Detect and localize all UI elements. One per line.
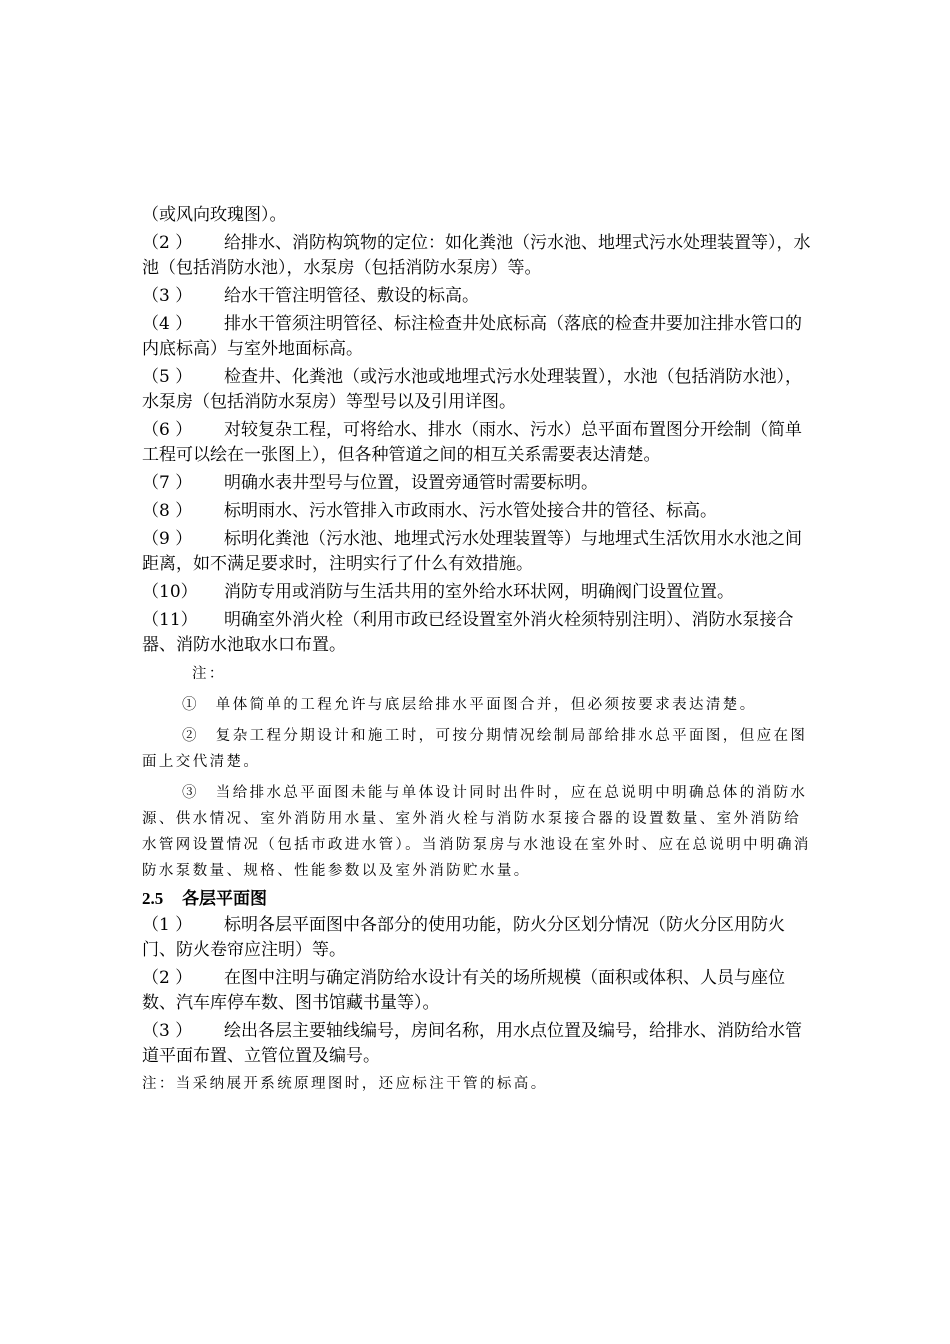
- document-body: [142, 203, 814, 1097]
- item-number: （3 ）: [142, 286, 193, 306]
- section-note: 注：当采纳展开系统原理图时，还应标注干管的标高。: [142, 1076, 548, 1092]
- list-item: [142, 365, 814, 415]
- item-number: （3 ）: [142, 1021, 193, 1041]
- note-item: ① 单体简单的工程允许与底层给排水平面图合并，但必须按要求表达清楚。: [182, 697, 757, 713]
- item-number: （11）: [142, 610, 198, 630]
- item-text: 排水干管须注明管径、标注检查井处底标高（落底的检查井要加注排水管口的内底标高）与室外地面标高。: [142, 314, 802, 359]
- list-item: [142, 499, 814, 524]
- list-item: [142, 418, 814, 468]
- section-number: 2.5: [142, 889, 164, 908]
- item-number: （2 ）: [142, 233, 193, 253]
- item-number: （7 ）: [142, 473, 193, 493]
- list-item: [142, 527, 814, 577]
- section-heading: [142, 886, 814, 911]
- item-number: （10）: [142, 582, 198, 602]
- list-item: [142, 608, 814, 658]
- item-text: 明确水表井型号与位置，设置旁通管时需要标明。: [224, 473, 598, 493]
- item-text: 给水干管注明管径、敷设的标高。: [224, 286, 479, 306]
- item-text: 在图中注明与确定消防给水设计有关的场所规模（面积或体积、人员与座位数、汽车库停车数、图书馆藏书量等）。: [142, 968, 785, 1013]
- item-text: 标明化粪池（污水池、地埋式污水处理装置等）与地埋式生活饮用水水池之间距离，如不满足要求时，注明实行了什么有效措施。: [142, 529, 802, 574]
- general-plan-items: [142, 231, 814, 658]
- item-text: 消防专用或消防与生活共用的室外给水环状网，明确阀门设置位置。: [224, 582, 734, 602]
- floor-plan-items: [142, 913, 814, 1069]
- item-text: 检查井、化粪池（或污水池或地埋式污水处理装置），水池（包括消防水池），水泵房（包括消防水泵房）等型号以及引用详图。: [142, 367, 802, 412]
- notes-block: [142, 661, 814, 884]
- list-item: [142, 1019, 814, 1069]
- list-item: [142, 284, 814, 309]
- list-item: [142, 966, 814, 1016]
- item-number: （6 ）: [142, 420, 193, 440]
- item-text: 标明雨水、污水管排入市政雨水、污水管处接合井的管径、标高。: [224, 501, 717, 521]
- item-number: （1 ）: [142, 915, 193, 935]
- item-number: （4 ）: [142, 314, 193, 334]
- note-label: 注：: [192, 666, 226, 682]
- list-item: [142, 231, 814, 281]
- list-item: [142, 580, 814, 605]
- item-text: 对较复杂工程，可将给水、排水（雨水、污水）总平面布置图分开绘制（简单工程可以绘在一张图上），但各种管道之间的相互关系需要表达清楚。: [142, 420, 802, 465]
- item-number: （8 ）: [142, 501, 193, 521]
- list-item: [142, 312, 814, 362]
- note-item: ② 复杂工程分期设计和施工时，可按分期情况绘制局部给排水总平面图，但应在图面上交代清楚。: [142, 728, 808, 770]
- item-text: 绘出各层主要轴线编号，房间名称，用水点位置及编号，给排水、消防给水管道平面布置、立管位置及编号。: [142, 1021, 802, 1066]
- section-title: 各层平面图: [182, 889, 267, 908]
- item-text: 给排水、消防构筑物的定位：如化粪池（污水池、地埋式污水处理装置等），水池（包括消防水池），水泵房（包括消防水泵房）等。: [142, 233, 811, 278]
- list-item: [142, 913, 814, 963]
- intro-line: （或风向玫瑰图）。: [142, 205, 287, 225]
- item-text: 明确室外消火栓（利用市政已经设置室外消火栓须特别注明）、消防水泵接合器、消防水池取水口布置。: [142, 610, 794, 655]
- note-item: ③ 当给排水总平面图未能与单体设计同时出件时，应在总说明中明确总体的消防水源、供水情况、室外消防用水量、室外消火栓与消防水泵接合器的设置数量、室外消防给水管网设置情况（包括市政进水管）。当消防泵房与水池设在室外时、应在总说明中明确消防水泵数量、规格、性能参数以及室外消防贮水量。: [142, 785, 811, 879]
- list-item: [142, 471, 814, 496]
- item-number: （9 ）: [142, 529, 193, 549]
- item-number: （2 ）: [142, 968, 193, 988]
- item-number: （5 ）: [142, 367, 193, 387]
- item-text: 标明各层平面图中各部分的使用功能，防火分区划分情况（防火分区用防火门、防火卷帘应注明）等。: [142, 915, 785, 960]
